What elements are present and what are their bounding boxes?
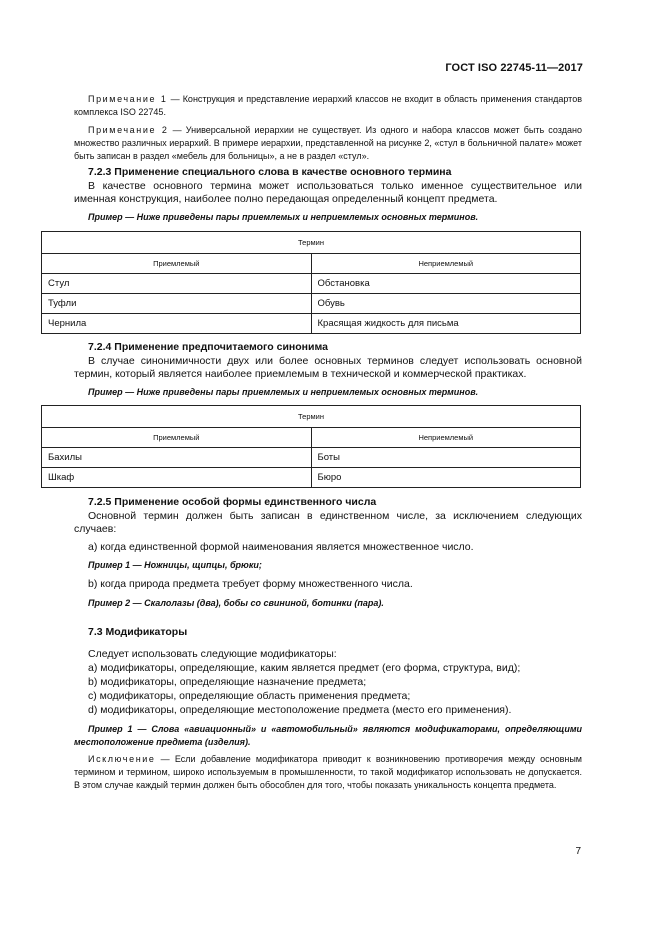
example-text: Пример 2 — Скалолазы (два), бобы со свининой, ботинки (пара).	[88, 598, 384, 608]
example-text: Пример — Ниже приведены пары приемлемых и неприемлемых основных терминов.	[88, 212, 479, 222]
list-item: а) когда единственной формой наименования является множественное число.	[88, 541, 474, 553]
table-header: Термин	[42, 232, 581, 254]
document-id: ГОСТ ISO 22745-11—2017	[445, 62, 583, 74]
table-header: Термин	[42, 406, 581, 428]
table-row	[42, 468, 581, 488]
section-text: В случае синонимичности двух или более основных терминов следует использовать основной термин, который является наиболее приемлемым в технической и коммерческой практиках.	[74, 355, 582, 380]
col-unacceptable: Неприемлемый	[311, 428, 581, 448]
note-2-text: — Универсальной иерархии не существует. Из одного и набора классов может быть создано множество различных иерархий. В примере иерархии, представленной на рисунке 2, «стул в больничной палате» может быть записан в раздел «мебель для больницы», а не в раздел «стул».	[74, 125, 582, 161]
exception-text: — Если добавление модификатора приводит к возникновению противоречия между основным термином и термином, широко используемым в промышленности, то такой модификатор использовать не допускается. В этом случае каждый термин должен быть обособлен для того, чтобы показать уникальность концепта предмета.	[74, 754, 582, 790]
table-row	[42, 314, 581, 334]
note-1-label: Примечание 1	[88, 94, 168, 104]
list-item: b) модификаторы, определяющие назначение предмета;	[88, 676, 367, 688]
section-heading: 7.3 Модификаторы	[88, 626, 188, 638]
cell-unacceptable: Обувь	[311, 294, 581, 314]
terms-table-2	[41, 405, 581, 488]
note-1	[74, 93, 582, 119]
list-item: а) модификаторы, определяющие, каким является предмет (его форма, структура, вид);	[88, 662, 521, 674]
table-row	[42, 294, 581, 314]
cell-unacceptable: Обстановка	[311, 274, 581, 294]
cell-unacceptable: Боты	[311, 448, 581, 468]
note-2-label: Примечание 2	[88, 125, 169, 135]
col-acceptable: Приемлемый	[42, 254, 312, 274]
section-text: В качестве основного термина может использоваться только именное существительное или именная конструкция, наиболее полно передающая определенный концепт предмета.	[74, 180, 582, 205]
cell-acceptable: Чернила	[42, 314, 312, 334]
table-row	[42, 274, 581, 294]
exception-label: Исключение	[88, 754, 156, 764]
list-item: с) модификаторы, определяющие область применения предмета;	[88, 690, 411, 702]
example-text: Пример 1 — Ножницы, щипцы, брюки;	[88, 560, 262, 570]
section-heading: 7.2.4 Применение предпочитаемого синонима	[88, 341, 328, 353]
section-heading: 7.2.5 Применение особой формы единственного числа	[88, 496, 377, 508]
cell-acceptable: Туфли	[42, 294, 312, 314]
section-7-2-3	[74, 166, 582, 224]
cell-unacceptable: Бюро	[311, 468, 581, 488]
cell-acceptable: Бахилы	[42, 448, 312, 468]
terms-table-1	[41, 231, 581, 334]
list-item: d) модификаторы, определяющие местоположение предмета (место его применения).	[88, 704, 512, 716]
section-7-2-4	[74, 341, 582, 399]
note-1-text: — Конструкция и представление иерархий классов не входит в область применения стандартов комплекса ISO 22745.	[74, 94, 582, 117]
col-acceptable: Приемлемый	[42, 428, 312, 448]
table-row	[42, 448, 581, 468]
section-7-3	[74, 626, 582, 792]
note-2	[74, 124, 582, 163]
section-text: Основной термин должен быть записан в единственном числе, за исключением следующих случаев:	[74, 510, 582, 535]
page-number: 7	[575, 846, 581, 857]
section-7-2-5	[74, 496, 582, 610]
example-text: Пример — Ниже приведены пары приемлемых и неприемлемых основных терминов.	[88, 387, 479, 397]
section-intro: Следует использовать следующие модификаторы:	[88, 648, 337, 660]
cell-acceptable: Шкаф	[42, 468, 312, 488]
col-unacceptable: Неприемлемый	[311, 254, 581, 274]
cell-acceptable: Стул	[42, 274, 312, 294]
list-item: b) когда природа предмета требует форму множественного числа.	[88, 578, 413, 590]
cell-unacceptable: Красящая жидкость для письма	[311, 314, 581, 334]
example-text: Пример 1 — Слова «авиационный» и «автомобильный» являются модификаторами, определяющими местоположение предмета (изделия).	[74, 724, 582, 747]
section-heading: 7.2.3 Применение специального слова в качестве основного термина	[88, 166, 452, 178]
